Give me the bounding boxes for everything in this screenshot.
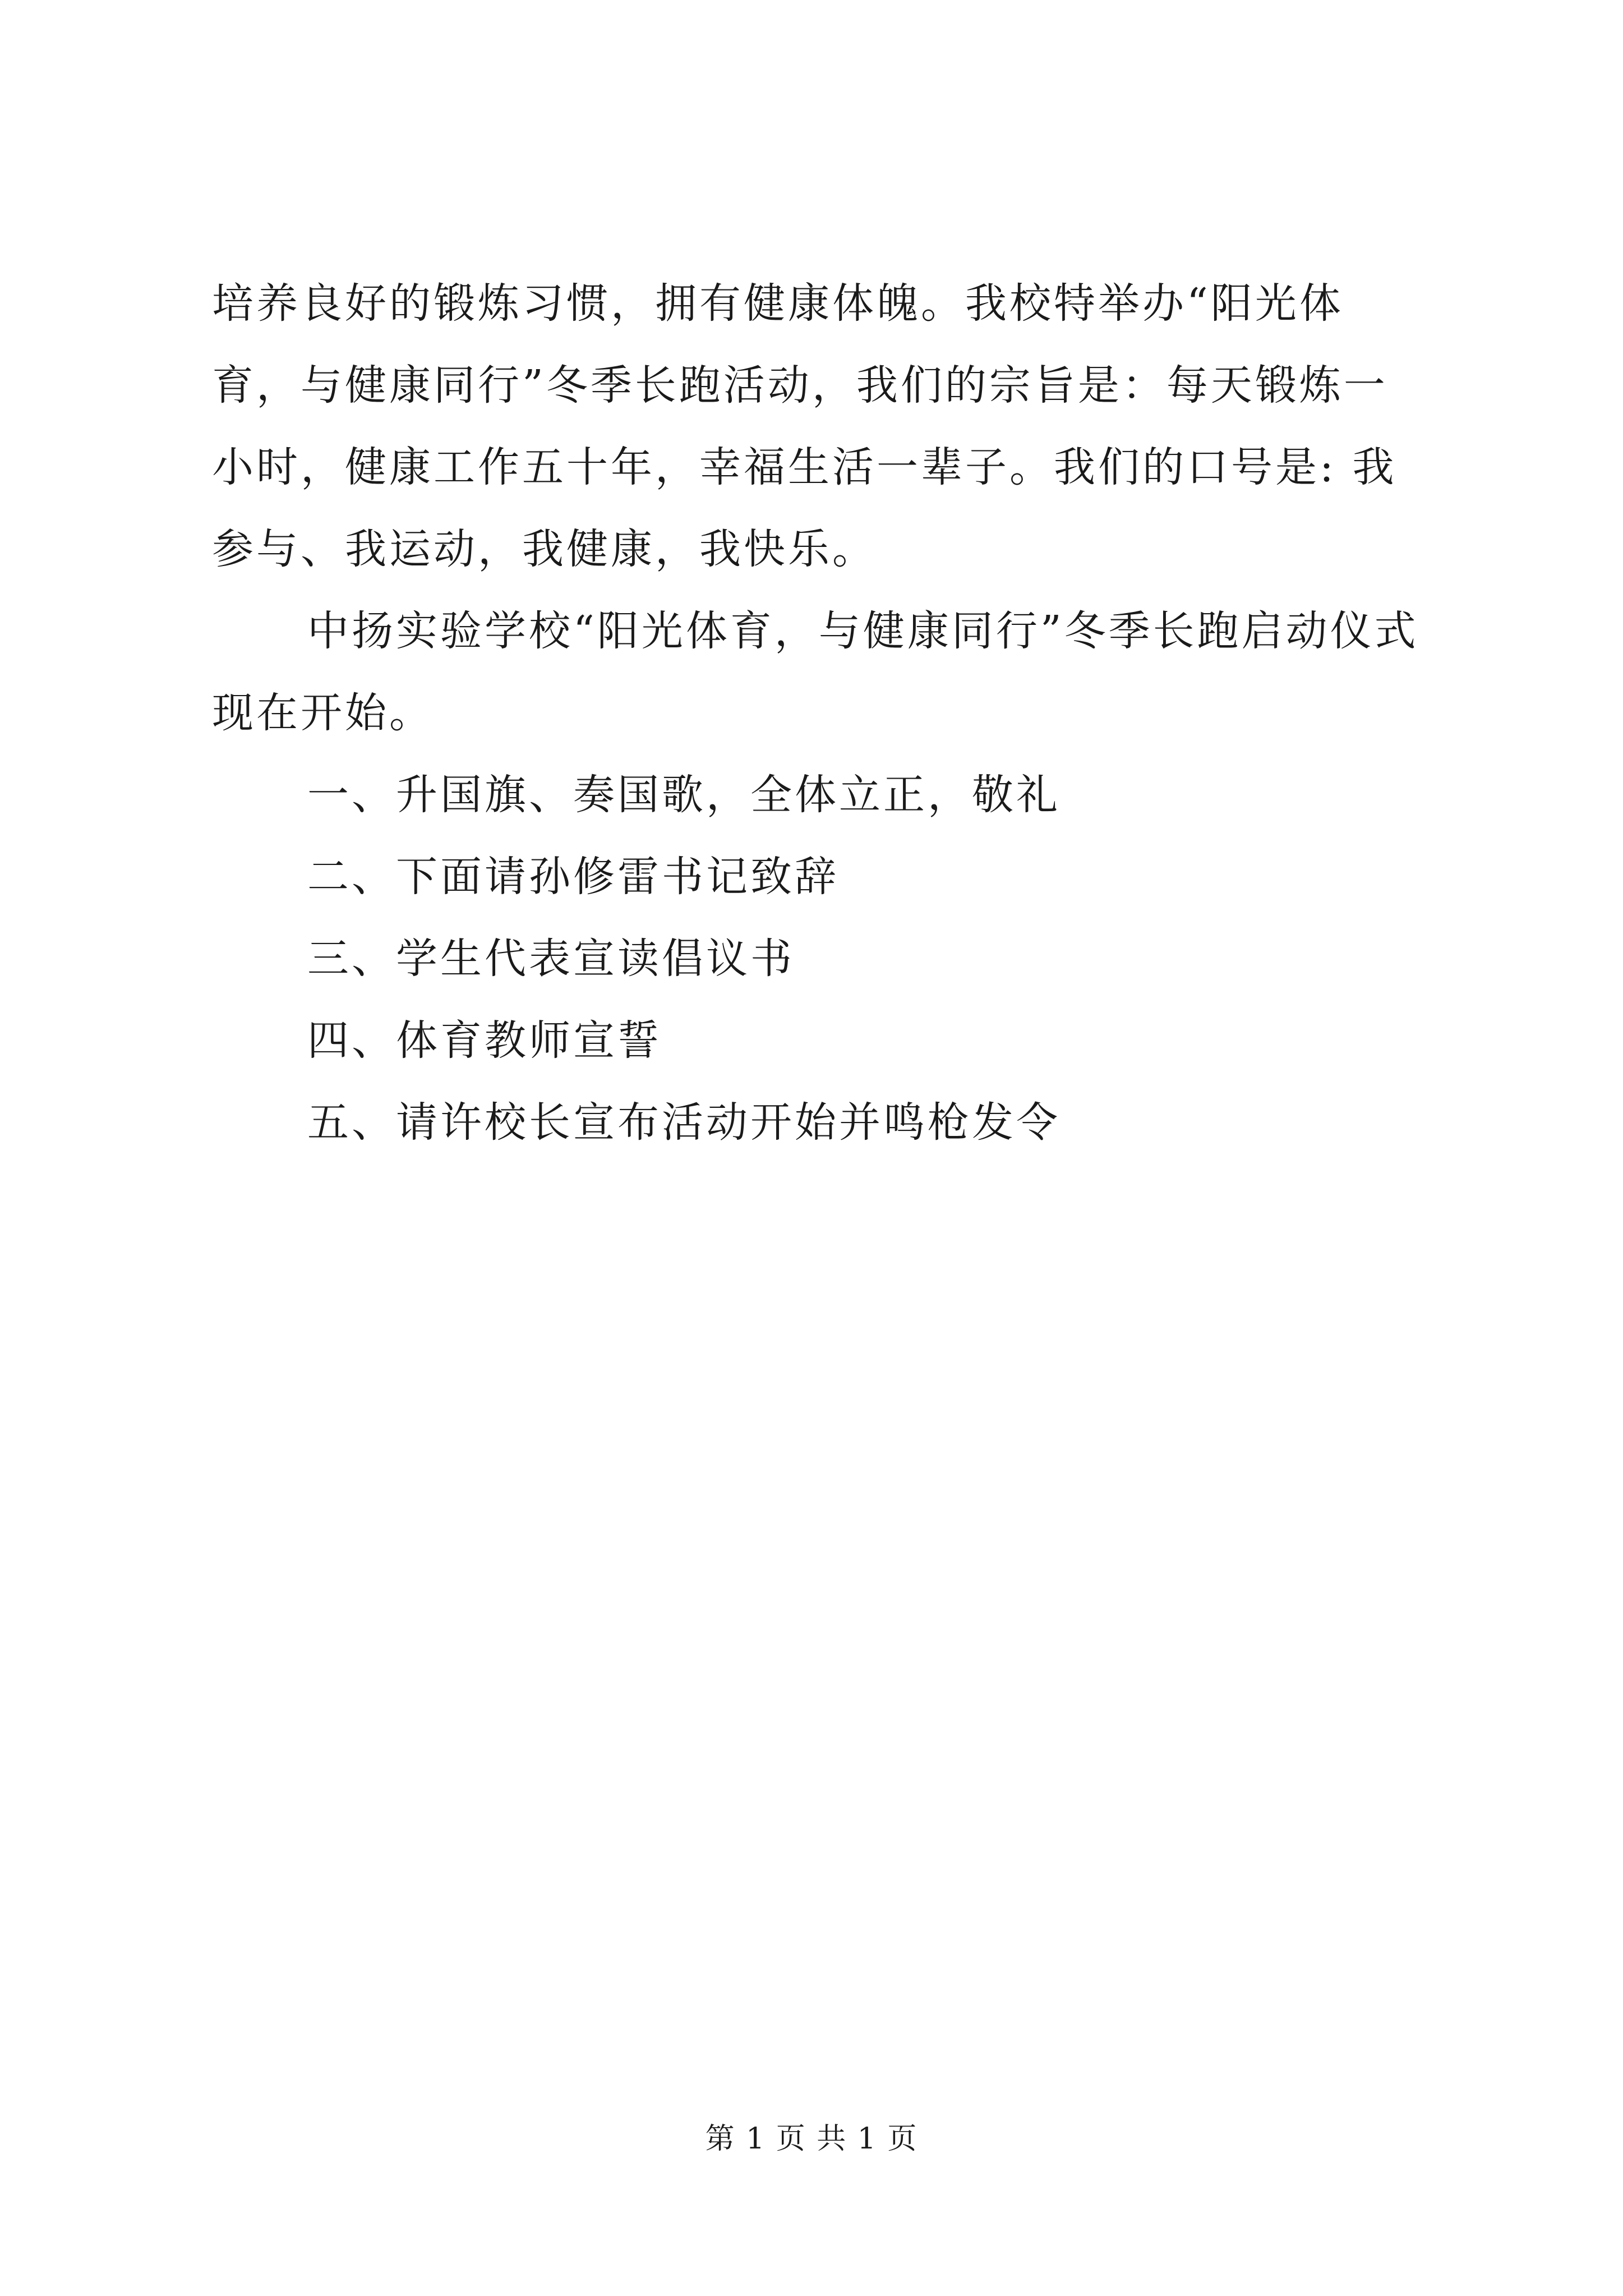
- agenda-item-5: 五、请许校长宣布活动开始并鸣枪发令: [307, 1098, 1061, 1147]
- agenda-item-3: 三、学生代表宣读倡议书: [307, 935, 795, 983]
- agenda-item-2: 二、下面请孙修雷书记致辞: [307, 853, 839, 901]
- agenda-item-1: 一、升国旗、奏国歌，全体立正，敬礼: [307, 771, 1061, 819]
- document-body: [212, 263, 1429, 1163]
- page-footer: 第 1 页 共 1 页: [705, 2122, 918, 2156]
- paragraph-opening: 中扬实验学校“阳光体育，与健康同行”冬季长跑启动仪式现在开始。: [212, 607, 1419, 737]
- agenda-item-4: 四、体育教师宣誓: [307, 1016, 662, 1065]
- paragraph-intro: 培养良好的锻炼习惯，拥有健康体魄。我校特举办“阳光体育，与健康同行”冬季长跑活动，我们的宗旨是：每天锻炼一小时，健康工作五十年，幸福生活一辈子。我们的口号是: 我参与、我运动，我健康，我快乐。: [212, 279, 1397, 573]
